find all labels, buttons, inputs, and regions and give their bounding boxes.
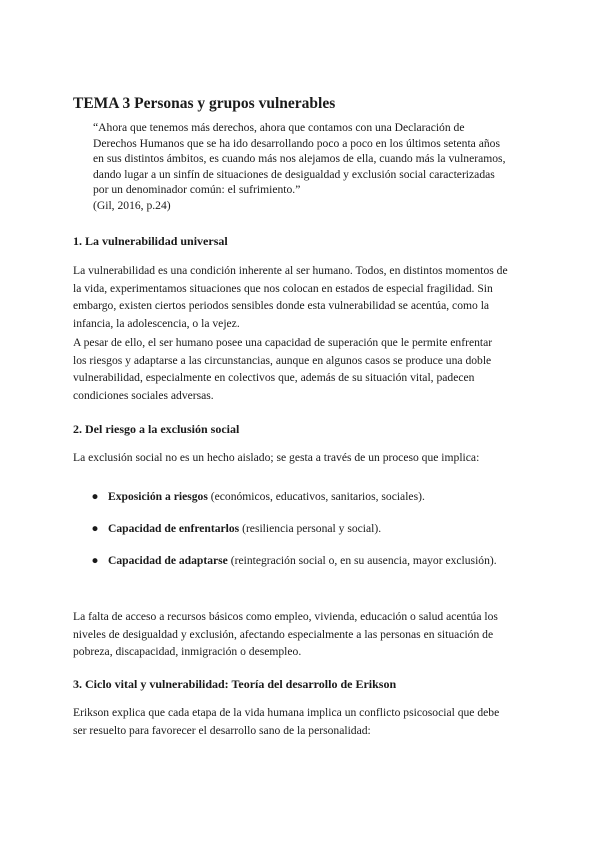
quote-line: en sus distintos ámbitos, es cuando más nos alejamos de ella, cuando más la vulneramos, [93, 152, 506, 166]
epigraph-quote [93, 120, 533, 214]
text-line: condiciones sociales adversas. [73, 388, 214, 402]
text-line: La exclusión social no es un hecho aislado; se gesta a través de un proceso que implica: [73, 451, 480, 464]
quote-line: Derechos Humanos que se ha ido desarrollando poco a poco en los últimos setenta años [93, 136, 500, 150]
quote-line: por un denominador común: el sufrimiento.” [93, 183, 301, 197]
text-line: A pesar de ello, el ser humano posee una capacidad de superación que le permite enfrentar [73, 336, 493, 349]
list-item-description: (económicos, educativos, sanitarios, sociales). [207, 490, 425, 503]
page-title: TEMA 3 Personas y grupos vulnerables [73, 95, 336, 112]
text-line: La vulnerabilidad es una condición inherente al ser humano. Todos, en distintos momentos de [73, 264, 508, 277]
section-1-paragraph-1 [73, 262, 533, 332]
bullet-icon: ● [91, 490, 99, 503]
list-item-description: (reintegración social o, en su ausencia, mayor exclusión). [227, 554, 497, 567]
section-1-heading: 1. La vulnerabilidad universal [73, 234, 228, 248]
list-item-term: Exposición a riesgos [108, 490, 208, 503]
list-item-term: Capacidad de enfrentarlos [108, 522, 240, 535]
bullet-icon: ● [91, 522, 99, 535]
text-line: infancia, la adolescencia, o la vejez. [73, 316, 240, 330]
text-line: los riesgos y adaptarse a las circunstancias, aunque en algunos casos se produce una doble [73, 353, 492, 367]
section-3-heading: 3. Ciclo vital y vulnerabilidad: Teoría del desarrollo de Erikson [73, 677, 397, 691]
list-item-term: Capacidad de adaptarse [108, 554, 228, 567]
text-line: niveles de desigualdad y exclusión, afectando especialmente a las personas en situación de [73, 627, 494, 641]
quote-line: “Ahora que tenemos más derechos, ahora que contamos con una Declaración de [93, 121, 465, 134]
section-2-paragraph [73, 608, 533, 661]
quote-citation: (Gil, 2016, p.24) [93, 198, 171, 212]
list-item-description: (resiliencia personal y social). [239, 522, 382, 535]
section-2-intro [73, 449, 533, 467]
section-3-paragraph [73, 704, 533, 739]
quote-line: dando lugar a un sinfín de situaciones de desigualdad y exclusión social caracterizadas [93, 167, 495, 181]
text-line: vulnerabilidad, especialmente en colectivos que, además de su situación vital, padecen [73, 371, 475, 385]
text-line: La falta de acceso a recursos básicos como empleo, vivienda, educación o salud acentúa los [73, 610, 498, 623]
text-line: embargo, existen ciertos periodos sensibles donde esta vulnerabilidad se acentúa, como la [73, 299, 490, 313]
section-1-paragraph-2 [73, 334, 533, 404]
text-line: ser resuelto para favorecer el desarrollo sano de la personalidad: [73, 723, 371, 737]
text-line: la vida, experimentamos situaciones que nos colocan en estados de especial fragilidad. Sin [73, 281, 493, 295]
bullet-icon: ● [91, 554, 99, 567]
section-2-heading: 2. Del riesgo a la exclusión social [73, 422, 240, 436]
text-line: pobreza, discapacidad, inmigración o desempleo. [73, 645, 302, 659]
text-line: Erikson explica que cada etapa de la vida humana implica un conflicto psicosocial que debe [73, 706, 500, 719]
